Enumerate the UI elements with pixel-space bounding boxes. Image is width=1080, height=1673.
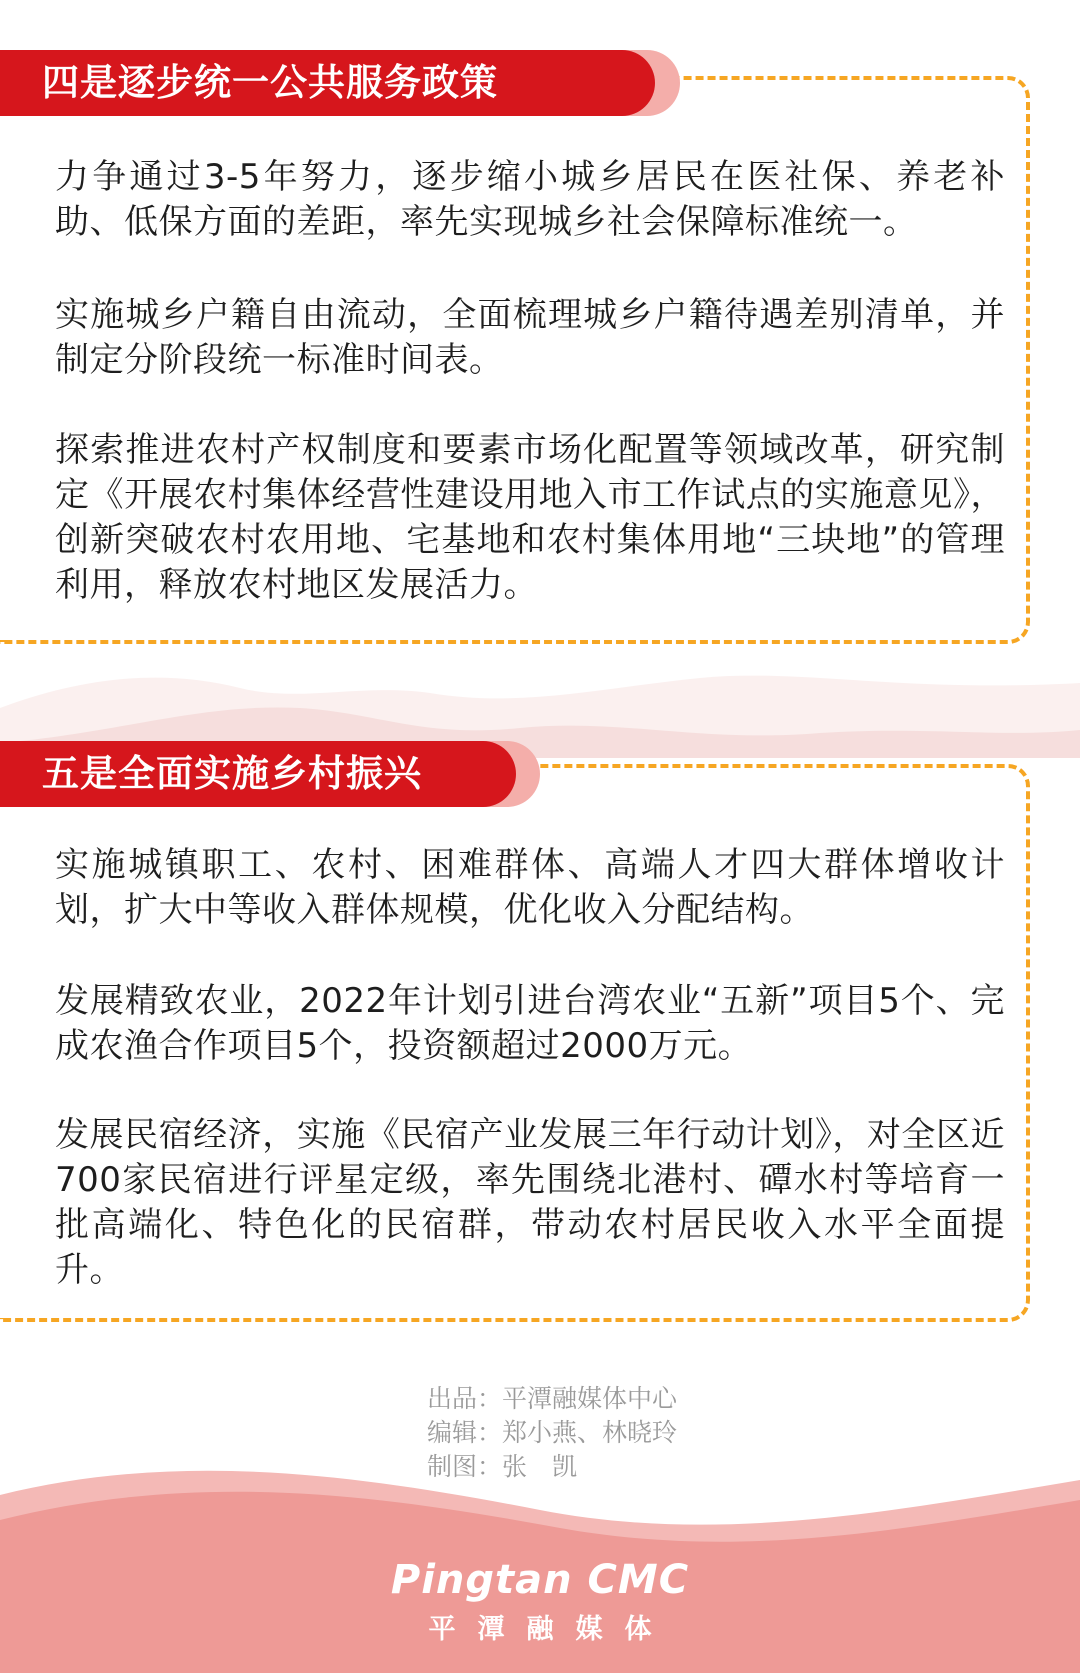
section-4-title: 四是逐步统一公共服务政策 (0, 50, 655, 116)
section-4-paragraph-2: 实施城乡户籍自由流动，全面梳理城乡户籍待遇差别清单，并制定分阶段统一标准时间表。 (55, 295, 1005, 380)
section-4-paragraph-1: 力争通过3-5年努力，逐步缩小城乡居民在医社保、养老补助、低保方面的差距，率先实现城乡社会保障标准统一。 (55, 157, 1005, 242)
section-5-paragraph-2: 发展精致农业，2022年计划引进台湾农业“五新”项目5个、完成农渔合作项目5个，投资额超过2000万元。 (55, 981, 1005, 1066)
section-5-paragraph-1: 实施城镇职工、农村、困难群体、高端人才四大群体增收计划，扩大中等收入群体规模，优化收入分配结构。 (55, 845, 1005, 930)
section-5-paragraph-3: 发展民宿经济，实施《民宿产业发展三年行动计划》，对全区近700家民宿进行评星定级，率先围绕北港村、磹水村等培育一批高端化、特色化的民宿群，带动农村居民收入水平全面提升。 (55, 1115, 1005, 1290)
credit-producer: 出品：平潭融媒体中心 (427, 1384, 678, 1413)
section-4-paragraph-3: 探索推进农村产权制度和要素市场化配置等领域改革，研究制定《开展农村集体经营性建设用地入市工作试点的实施意见》，创新突破农村农用地、宅基地和农村集体用地“三块地”的管理利用，释放农村地区发展活力。 (55, 430, 1005, 605)
pingtan-cmc-logo: Pingtan CMC (390, 1557, 690, 1603)
section-5-title: 五是全面实施乡村振兴 (0, 741, 516, 807)
credit-editor: 编辑：郑小燕、林晓玲 (427, 1418, 678, 1447)
logo-subtitle: 平潭融媒体 (428, 1614, 674, 1645)
credit-designer: 制图：张 凯 (427, 1452, 578, 1481)
